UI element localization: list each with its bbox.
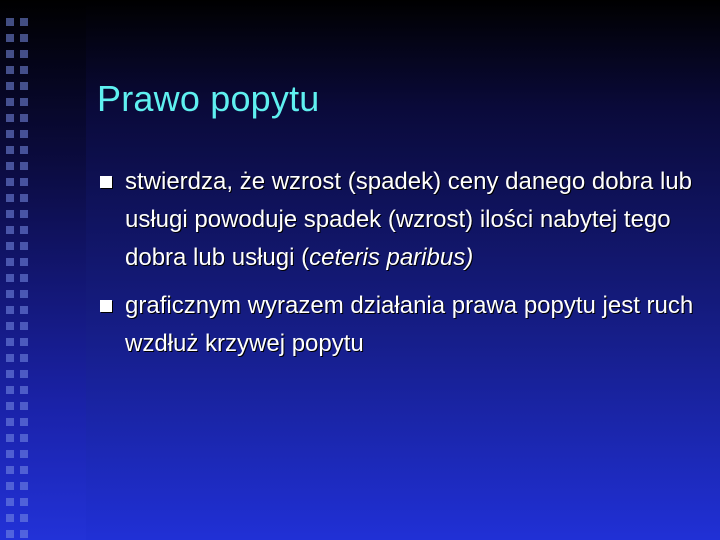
bullet-item [100, 163, 700, 277]
decorative-left-strip [0, 0, 86, 540]
decorative-squares-column [20, 18, 28, 540]
bullet-list [100, 163, 700, 373]
square-bullet-icon [100, 176, 112, 188]
bullet-italic-text: ceteris paribus) [309, 244, 474, 271]
slide-title: Prawo popytu [97, 78, 320, 119]
square-bullet-icon [100, 300, 112, 312]
bullet-text: stwierdza, że wzrost (spadek) ceny danego dobra lub usługi powoduje spadek (wzrost) ilości nabytej tego dobra lub usługi ( [125, 168, 692, 271]
decorative-squares-column [6, 18, 14, 540]
bullet-item [100, 287, 700, 363]
bullet-text: graficznym wyrazem działania prawa popytu jest ruch wzdłuż krzywej popytu [125, 292, 694, 357]
